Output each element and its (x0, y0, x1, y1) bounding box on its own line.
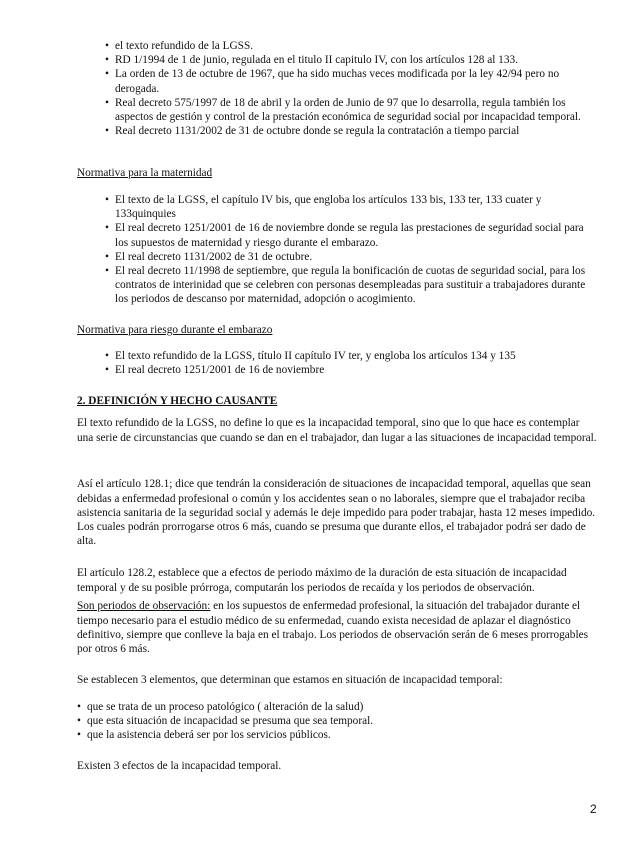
list-item: • que esta situación de incapacidad se presuma que sea temporal. (87, 714, 567, 728)
heading-riesgo: Normativa para riesgo durante el embarazo (77, 324, 273, 336)
section-title: 2. DEFINICIÓN Y HECHO CAUSANTE (77, 395, 278, 407)
paragraph: El texto refundido de la LGSS, no define lo que es la incapacidad temporal, sino que lo que hace es contemplar una serie de circunstancias que cuando se dan en el trabajador, dan lugar a las situaciones de incapacidad temporal. (77, 417, 597, 444)
maternity-norms-list (115, 193, 595, 307)
paragraph: El artículo 128.2, establece que a efectos de periodo máximo de la duración de esta situación de incapacidad temporal y de su posible prórroga, computarán los periodos de recaída y los periodos de observación. (77, 567, 567, 594)
page-number: 2 (590, 802, 597, 816)
list-item: • El real decreto 11/1998 de septiembre, que regula la bonificación de cuotas de seguridad social, para los contratos de interinidad que se celebren con personas desempleadas para sustituir a trabajadores durante los periodos de descanso por maternidad, adopción o acogimiento. (115, 264, 595, 307)
list-item: • El real decreto 1251/2001 de 16 de noviembre donde se regula las prestaciones de seguridad social para los supuestos de maternidad y riesgo durante el embarazo. (115, 221, 595, 249)
list-item: • Real decreto 1131/2002 de 31 de octubre donde se regula la contratación a tiempo parcial (115, 124, 595, 138)
list-item: • que la asistencia deberá ser por los servicios públicos. (87, 728, 567, 742)
list-item: • el texto refundido de la LGSS. (115, 39, 595, 53)
legal-norms-list (115, 39, 595, 138)
list-item: • El texto de la LGSS, el capítulo IV bis, que engloba los artículos 133 bis, 133 ter, 133 cuater y 133quinquies (115, 193, 595, 221)
list-item: • El texto refundido de la LGSS, título II capítulo IV ter, y engloba los artículos 134 y 135 (115, 349, 595, 363)
paragraph: Existen 3 efectos de la incapacidad temporal. (77, 760, 282, 773)
paragraph: Así el artículo 128.1; dice que tendrán la consideración de situaciones de incapacidad temporal, aquellas que sean debidas a enfermedad profesional o común y los accidentes sean o no laborales, siempre que el trabajador reciba asistencia sanitaria de la seguridad social y además le deje impedido para poder trabajar, hasta 12 meses impedido. Los cuales podrán prorrogarse otros 6 más, cuando se presuma que durante ellos, el trabajador podrá ser dado de alta. (77, 478, 596, 548)
list-item: • El real decreto 1131/2002 de 31 de octubre. (115, 250, 595, 264)
elements-list (87, 700, 567, 743)
list-item: • Real decreto 575/1997 de 18 de abril y la orden de Junio de 97 que lo desarrolla, regula también los aspectos de gestión y control de la prestación económica de seguridad social por incapacidad temporal. (115, 96, 595, 124)
paragraph-body: en los supuestos de enfermedad profesional, la situación del trabajador durante el tiempo necesario para el estudio médico de su enfermedad, cuando exista necesidad de aplazar el diagnóstico definitivo, siempre que conlleve la baja en el trabajo. Los periodos de observación serán de 6 meses prorrogables por otros 6 más. (77, 600, 589, 655)
list-item: • La orden de 13 de octubre de 1967, que ha sido muchas veces modificada por la ley 42/94 pero no derogada. (115, 67, 595, 95)
list-item: • El real decreto 1251/2001 de 16 de noviembre (115, 363, 595, 377)
paragraph-lead: Son periodos de observación: (77, 600, 211, 613)
list-item: • que se trata de un proceso patológico ( alteración de la salud) (87, 700, 567, 714)
paragraph (77, 599, 597, 656)
pregnancy-risk-norms-list (115, 349, 595, 377)
list-item: • RD 1/1994 de 1 de junio, regulada en el titulo II capitulo IV, con los artículos 128 al 133. (115, 53, 595, 67)
paragraph: Se establecen 3 elementos, que determinan que estamos en situación de incapacidad temporal: (77, 674, 503, 687)
heading-maternidad: Normativa para la maternidad (77, 167, 213, 179)
